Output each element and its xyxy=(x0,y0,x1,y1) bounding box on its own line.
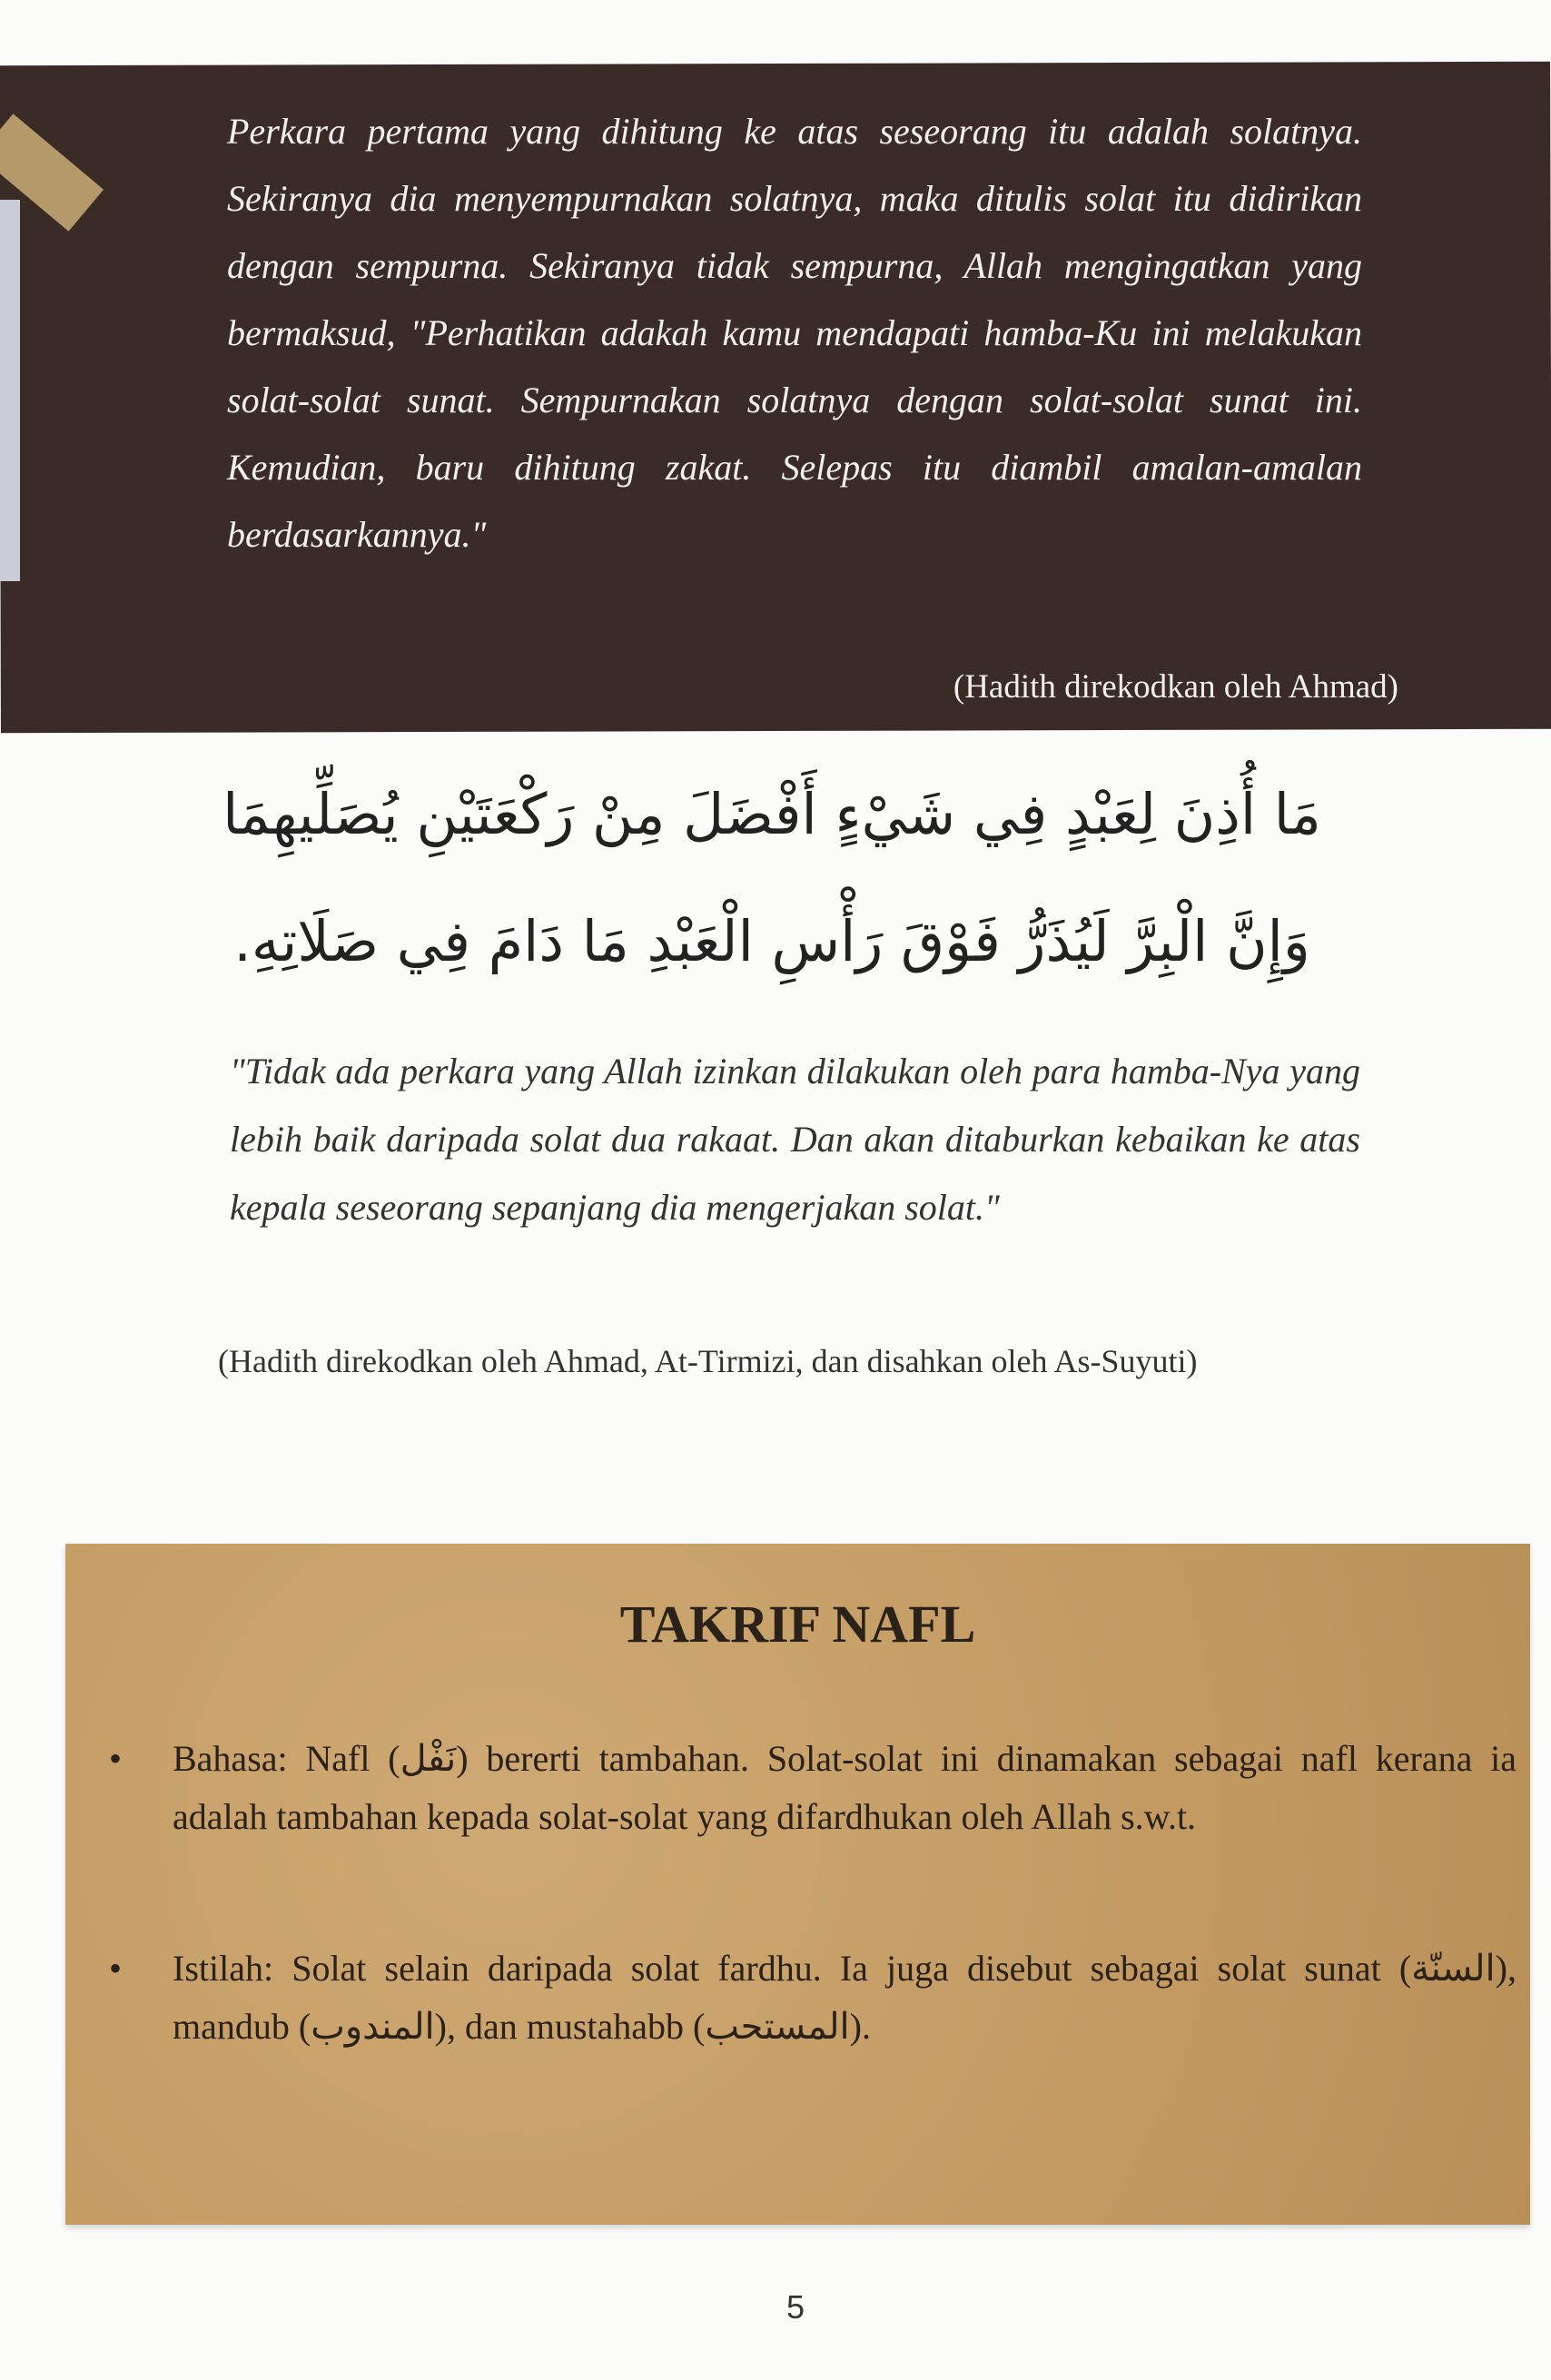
definition-text: Istilah: Solat selain daripada solat fardhu. Ia juga disebut sebagai solat sunat (السنّة), mandub (المندوب), dan mustahabb (المستحب). xyxy=(173,1948,1516,2047)
decorative-paper xyxy=(0,200,20,581)
takrif-box xyxy=(65,1544,1530,2225)
bullet-icon: • xyxy=(109,1948,123,1989)
hadith-citation: (Hadith direkodkan oleh Ahmad) xyxy=(953,668,1398,706)
arabic-line-2: وَإِنَّ الْبِرَّ لَيُذَرُّ فَوْقَ رَأْسِ الْعَبْدِ مَا دَامَ فِي صَلَاتِهِ. xyxy=(233,908,1310,974)
bullet-icon: • xyxy=(109,1738,123,1779)
takrif-heading: TAKRIF NAFL xyxy=(619,1595,976,1654)
definition-item xyxy=(109,1940,1516,2056)
definition-text: Bahasa: Nafl (نَفْل) bererti tambahan. Solat-solat ini dinamakan sebagai nafl kerana ia adalah tambahan kepada solat-solat yang difardhukan oleh Allah s.w.t. xyxy=(173,1738,1516,1837)
arabic-line-1: مَا أُذِنَ لِعَبْدٍ فِي شَيْءٍ أَفْضَلَ مِنْ رَكْعَتَيْنِ يُصَلِّيهِمَا xyxy=(222,781,1321,847)
page-number: 5 xyxy=(786,2288,805,2326)
hadith-text: Perkara pertama yang dihitung ke atas seseorang itu adalah solatnya. Sekiranya dia menyempurnakan solatnya, maka ditulis solat itu didirikan dengan sempurna. Sekiranya tidak sempurna, Allah mengingatkan yang bermaksud, "Perhatikan adakah kamu mendapati hamba-Ku ini melakukan solat-solat sunat. Sempurnakan solatnya dengan solat-solat sunat ini. Kemudian, baru dihitung zakat. Selepas itu diambil amalan-amalan berdasarkannya." xyxy=(227,111,1362,555)
definition-item xyxy=(109,1730,1516,1846)
hadith-citation-2: (Hadith direkodkan oleh Ahmad, At-Tirmizi, dan disahkan oleh As-Suyuti) xyxy=(218,1343,1198,1379)
hadith-translation: "Tidak ada perkara yang Allah izinkan dilakukan oleh para hamba-Nya yang lebih baik daripada solat dua rakaat. Dan akan ditaburkan kebaikan ke atas kepala seseorang sepanjang dia mengerjakan solat." xyxy=(230,1051,1360,1228)
